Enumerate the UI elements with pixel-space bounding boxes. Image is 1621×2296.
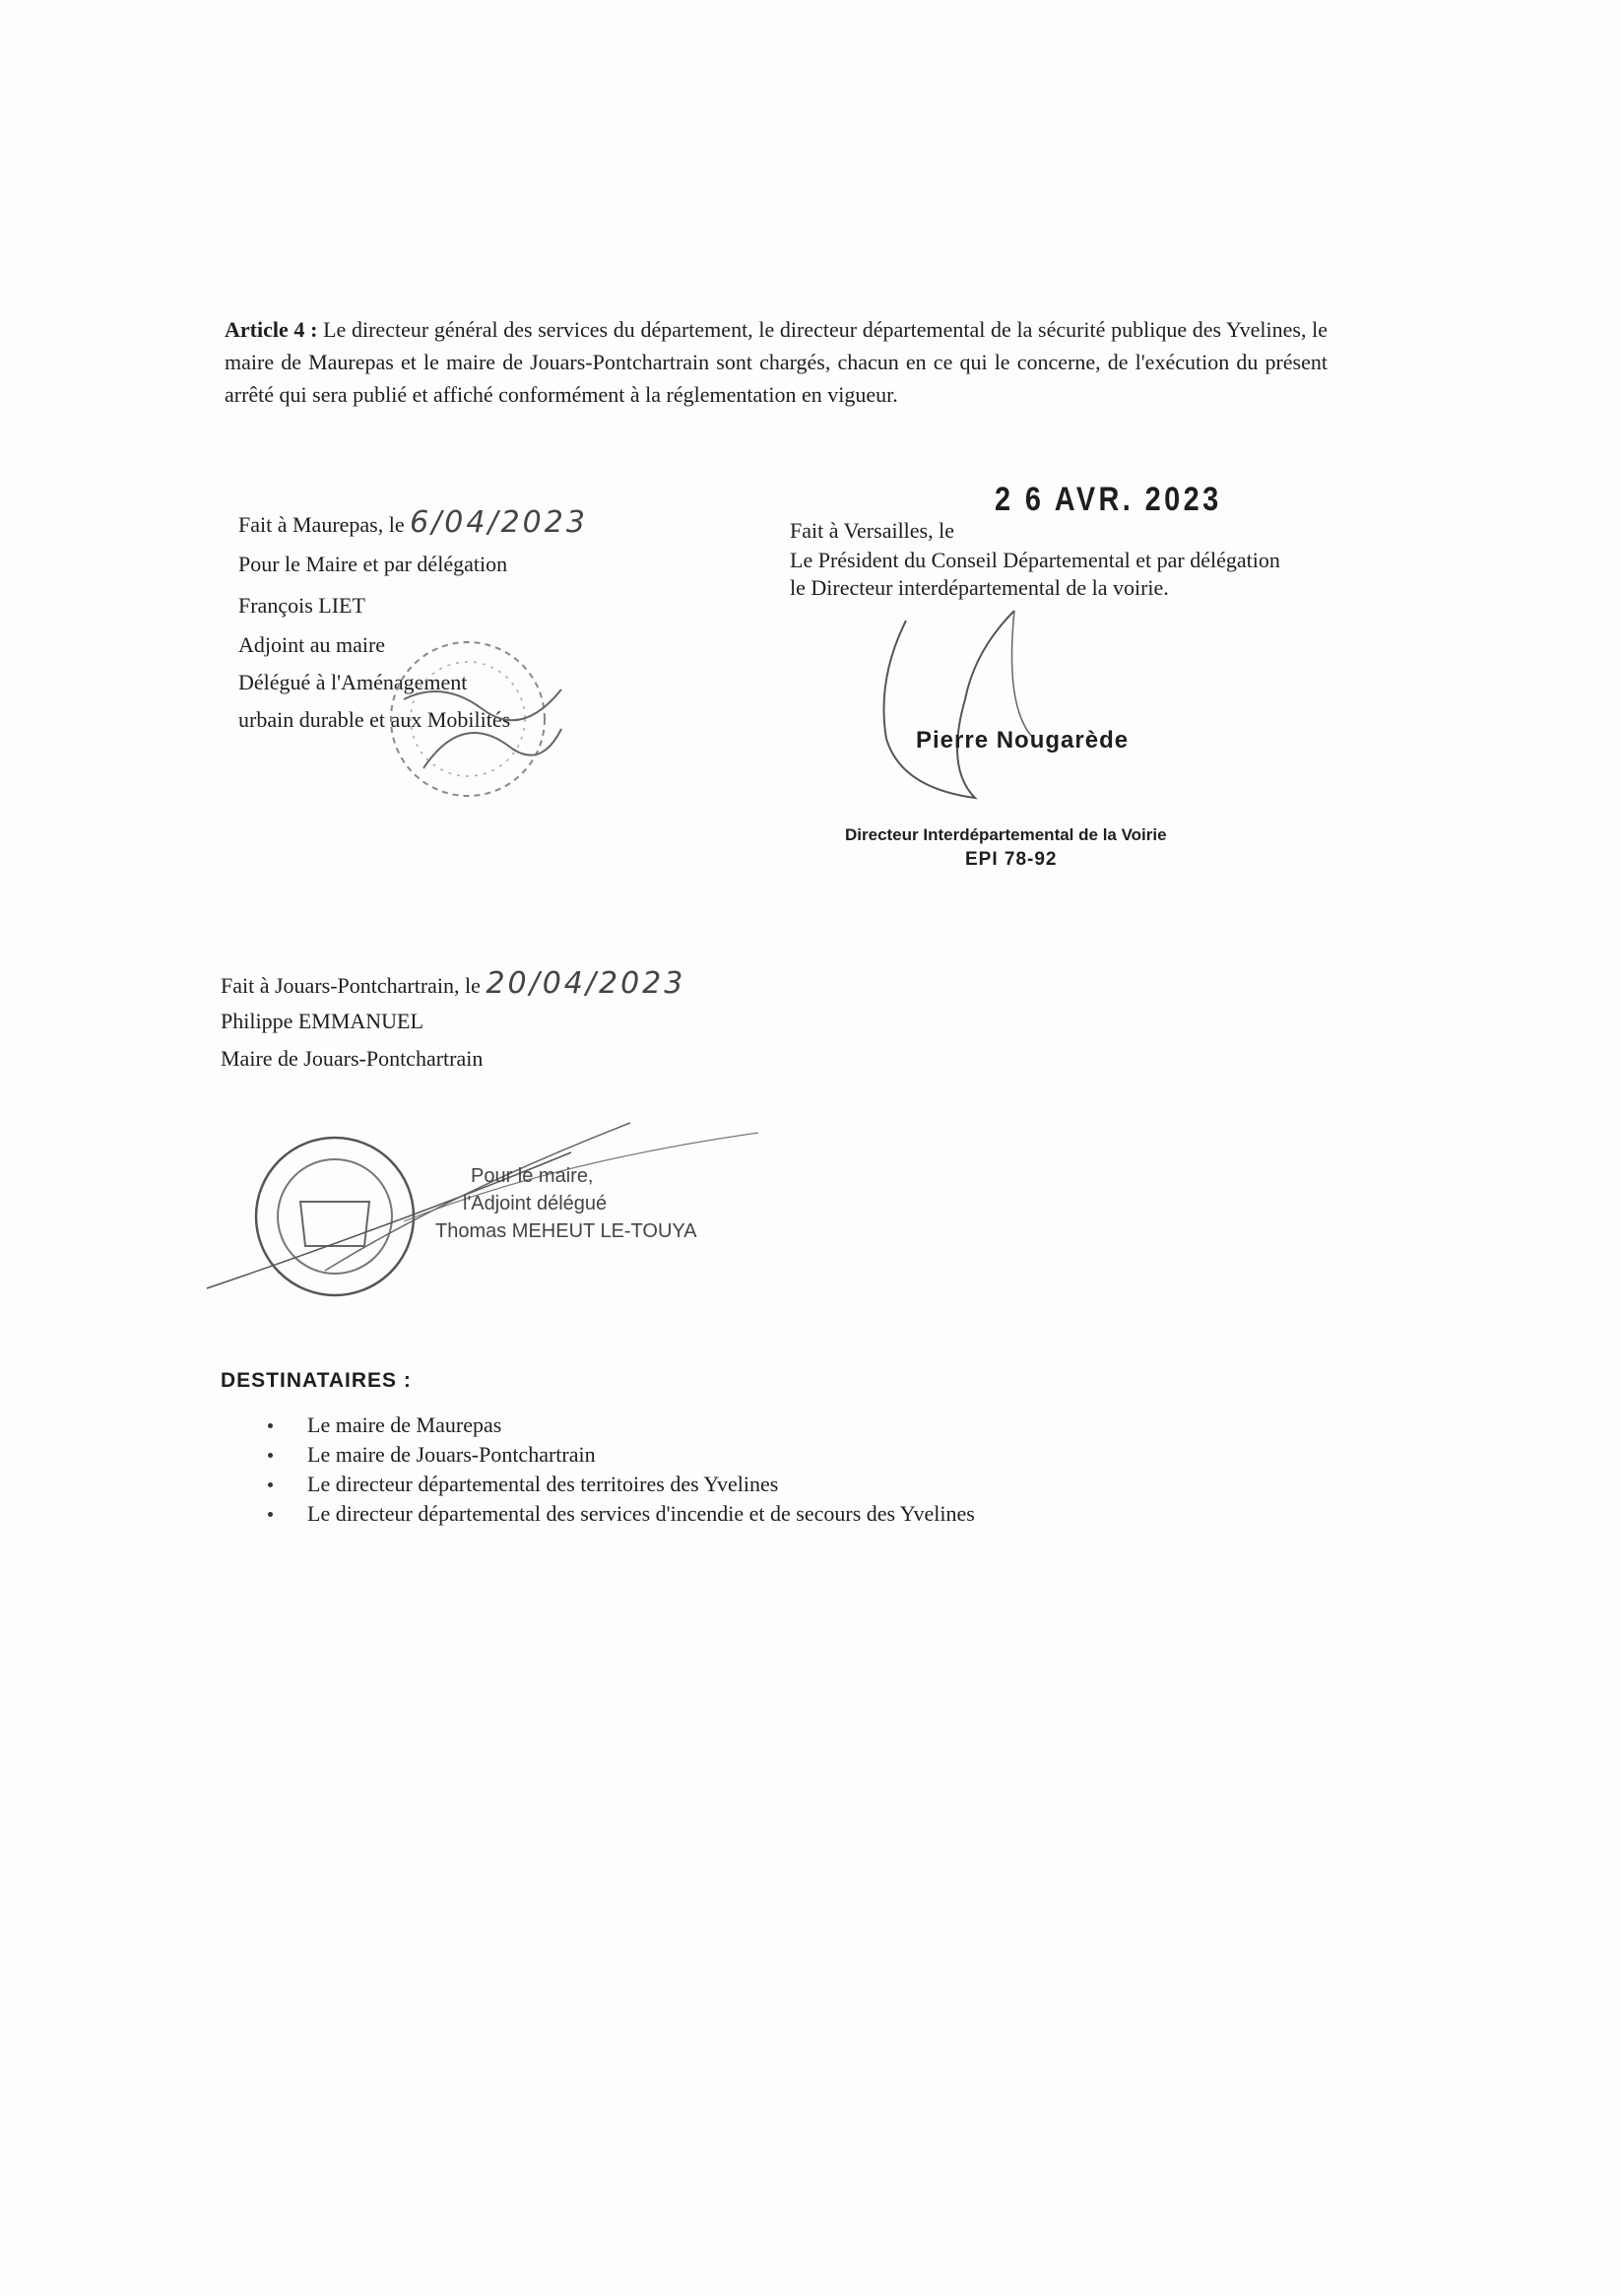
versailles-delegation-1: Le Président du Conseil Départemental et par délégation — [790, 548, 1280, 572]
maurepas-role-2: Délégué à l'Aménagement — [238, 670, 468, 694]
jouars-place-line — [221, 966, 686, 1001]
maurepas-role-1: Adjoint au maire — [238, 632, 386, 657]
versailles-block — [790, 481, 1280, 603]
versailles-place: Fait à Versailles, le — [790, 518, 954, 543]
versailles-signer-name: Pierre Nougarède — [916, 727, 1130, 754]
maurepas-name: François LIET — [238, 593, 365, 618]
jouars-role: Maire de Jouars-Pontchartrain — [221, 1046, 484, 1071]
list-item: Le maire de Jouars-Pontchartrain — [266, 1440, 975, 1470]
versailles-stamp-title: Directeur Interdépartemental de la Voirie — [845, 825, 1167, 844]
jouars-stamp-line-1: Pour le maire, — [471, 1165, 594, 1187]
versailles-delegation-2: le Directeur interdépartemental de la voirie. — [790, 575, 1169, 600]
jouars-stamp-line-2: l'Adjoint délégué — [463, 1193, 608, 1214]
maurepas-delegation: Pour le Maire et par délégation — [238, 552, 508, 576]
list-item: Le directeur départemental des services d'incendie et de secours des Yvelines — [266, 1499, 975, 1529]
maurepas-seal-stamp — [364, 621, 581, 818]
jouars-block — [221, 966, 686, 1074]
maurepas-place: Fait à Maurepas, le — [238, 512, 405, 537]
destinataires-list — [266, 1410, 975, 1529]
jouars-stamp-line-3: Thomas MEHEUT LE-TOUYA — [435, 1220, 697, 1242]
article-label: Article 4 : — [225, 317, 318, 342]
jouars-delegate-stamp — [435, 1162, 697, 1245]
jouars-name: Philippe EMMANUEL — [221, 1009, 423, 1033]
article-4 — [225, 313, 1328, 411]
list-item: Le maire de Maurepas — [266, 1410, 975, 1440]
maurepas-handwritten-date: 6/04/2023 — [410, 505, 588, 540]
versailles-date-stamp: 2 6 AVR. 2023 — [995, 481, 1222, 518]
maurepas-role-3: urbain durable et aux Mobilités — [238, 707, 511, 732]
list-item: Le directeur départemental des territoires des Yvelines — [266, 1470, 975, 1499]
destinataires-title: DESTINATAIRES : — [221, 1369, 412, 1392]
article-text: Le directeur général des services du département, le directeur départemental de la sécurité publique des Yvelines, le maire de Maurepas et le maire de Jouars-Pontchartrain sont chargés, chacun en ce qui le concerne, de l'exécution du présent arrêté qui sera publié et affiché conformément à la réglementation en vigueur. — [225, 317, 1329, 407]
versailles-signature-scribble — [867, 591, 1064, 818]
versailles-stamp-code: EPI 78-92 — [965, 849, 1058, 870]
jouars-handwritten-date: 20/04/2023 — [486, 966, 686, 1001]
versailles-place-line — [790, 481, 1280, 543]
jouars-place: Fait à Jouars-Pontchartrain, le — [221, 973, 481, 998]
maurepas-place-line — [238, 505, 588, 540]
